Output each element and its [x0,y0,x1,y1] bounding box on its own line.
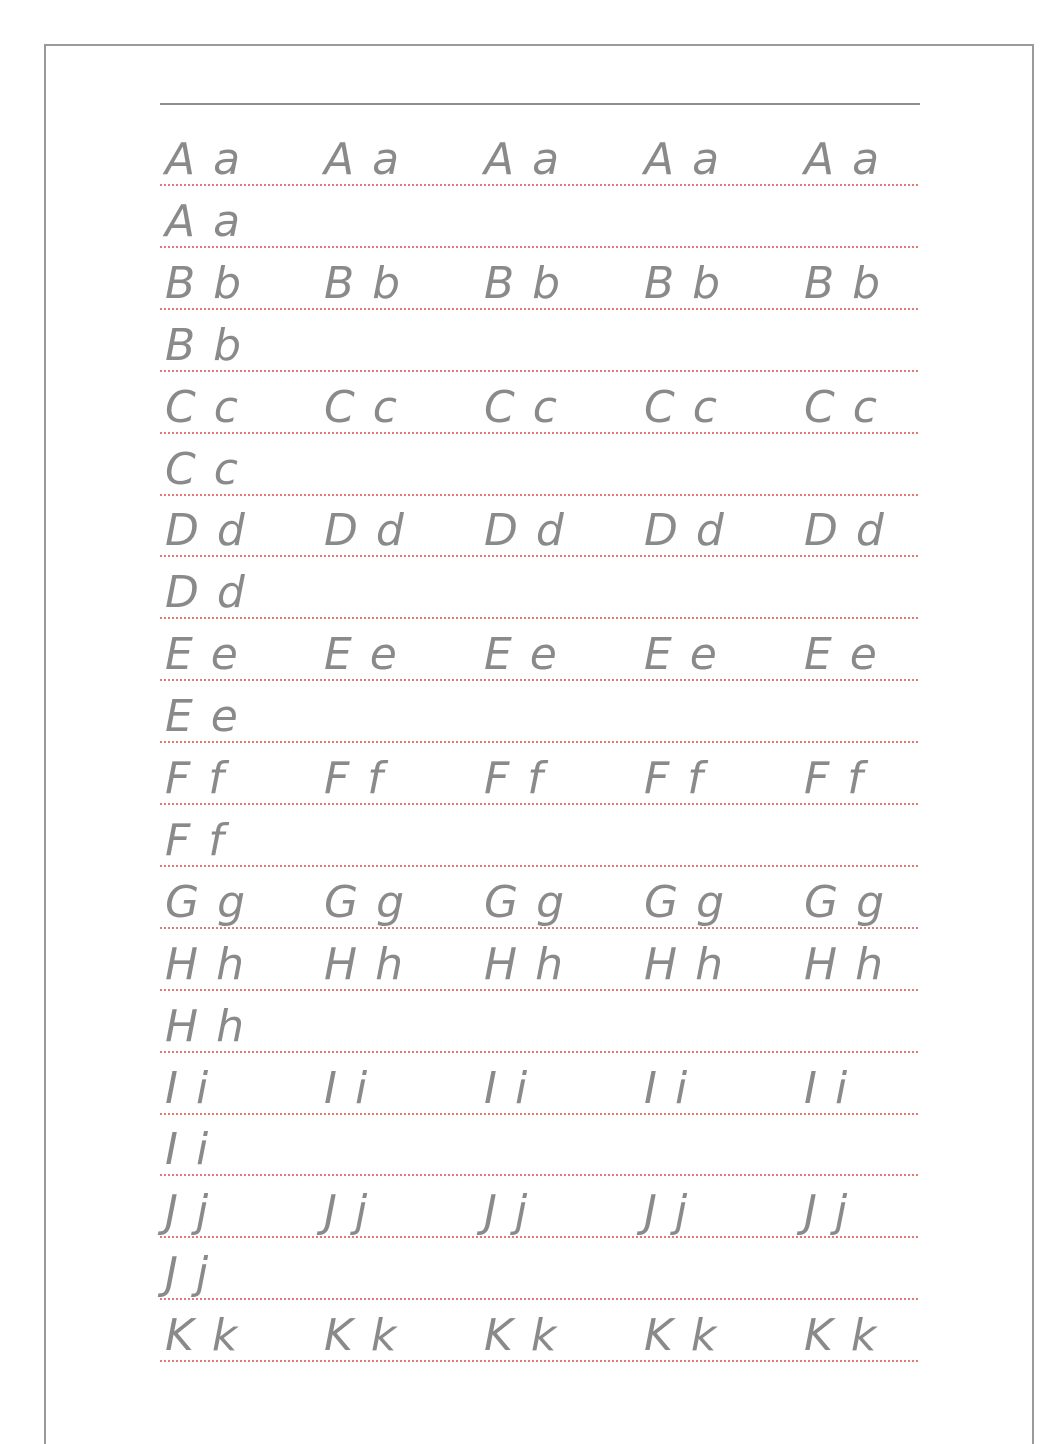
letter-pair: D d [165,567,247,618]
letter-pair: K k [484,1310,559,1361]
letter-pair: K k [324,1310,399,1361]
letter-pair: A a [165,196,243,247]
letter-pair: D d [324,505,406,556]
letter-pair: G g [484,877,567,928]
letter-pair: H h [324,939,405,990]
letter-pair: F f [165,815,226,866]
letter-pair: F f [324,753,385,804]
letter-pair: I i [165,1124,211,1175]
letter-pair: G g [804,877,887,928]
letter-pair: F f [804,753,865,804]
letter-pair: I i [324,1063,370,1114]
letter-pair: J j [644,1186,690,1237]
guide-line [160,1051,918,1053]
letter-pair: G g [324,877,407,928]
letter-pair: I i [644,1063,690,1114]
letter-pair: B b [324,258,403,309]
letter-pair: C c [165,444,240,495]
guide-line [160,865,918,867]
letter-pair: E e [644,629,719,680]
letter-pair: B b [644,258,723,309]
letter-pair: C c [324,382,399,433]
letter-pair: J j [165,1186,211,1237]
letter-pair: K k [644,1310,719,1361]
letter-pair: J j [324,1186,370,1237]
letter-pair: A a [324,134,402,185]
letter-pair: D d [644,505,726,556]
letter-pair: H h [644,939,725,990]
letter-pair: J j [484,1186,530,1237]
guide-line [160,1298,918,1300]
guide-line [160,1174,918,1176]
guide-line [160,494,918,496]
letter-pair: A a [165,134,243,185]
letter-pair: C c [804,382,879,433]
letter-pair: C c [165,382,240,433]
letter-pair: I i [804,1063,850,1114]
letter-pair: I i [165,1063,211,1114]
letter-pair: J j [165,1248,211,1299]
letter-pair: E e [165,629,240,680]
letter-pair: H h [484,939,565,990]
letter-pair: D d [484,505,566,556]
letter-pair: D d [165,505,247,556]
letter-pair: K k [804,1310,879,1361]
letter-pair: D d [804,505,886,556]
guide-line [160,246,918,248]
letter-pair: G g [644,877,727,928]
guide-line [160,370,918,372]
letter-pair: E e [165,691,240,742]
letter-pair: G g [165,877,248,928]
letter-pair: E e [804,629,879,680]
letter-pair: H h [165,1001,246,1052]
letter-pair: F f [644,753,705,804]
guide-line [160,741,918,743]
letter-pair: B b [165,320,244,371]
letter-pair: C c [644,382,719,433]
letter-pair: B b [804,258,883,309]
letter-pair: F f [165,753,226,804]
letter-pair: E e [484,629,559,680]
letter-pair: H h [165,939,246,990]
letter-pair: B b [165,258,244,309]
letter-pair: J j [804,1186,850,1237]
guide-line [160,617,918,619]
letter-pair: K k [165,1310,240,1361]
letter-pair: H h [804,939,885,990]
letter-pair: B b [484,258,563,309]
letter-pair: C c [484,382,559,433]
letter-pair: E e [324,629,399,680]
letter-pair: A a [644,134,722,185]
letter-pair: F f [484,753,545,804]
letter-pair: I i [484,1063,530,1114]
letter-pair: A a [804,134,882,185]
letter-pair: A a [484,134,562,185]
